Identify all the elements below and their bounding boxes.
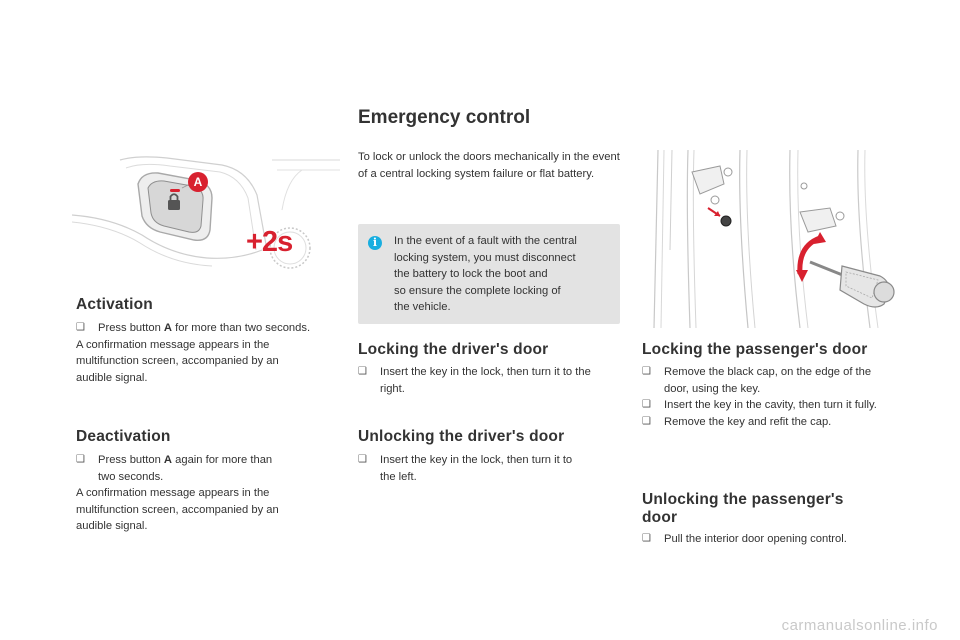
bullet-marker-icon: ❑: [642, 415, 651, 427]
door-illustration: [640, 150, 910, 328]
button-a-label: A: [193, 175, 203, 189]
info-icon: i: [368, 236, 382, 250]
activation-body: [76, 320, 341, 386]
list-item: ❑ Insert the key in the lock, then turn it to the left.: [358, 454, 573, 483]
bullet-marker-icon: ❑: [642, 399, 651, 410]
bullet-marker-icon: ❑: [76, 322, 85, 333]
deactivation-title: Deactivation: [76, 428, 171, 445]
unlocking-driver-bullets: [358, 452, 620, 485]
bullet-marker-icon: ❑: [642, 533, 651, 544]
hold-label: +2s: [246, 226, 293, 258]
activation-line: multifunction screen, accompanied by an: [76, 355, 279, 367]
info-line: the vehicle.: [394, 301, 451, 313]
unlocking-driver-title: Unlocking the driver's door: [358, 428, 565, 445]
list-item: ❑ Press button A for more than two seconds.: [76, 320, 341, 337]
locking-passenger-bullets: [642, 364, 912, 430]
list-item: ❑ Press button A again for more than two seconds.: [76, 454, 273, 483]
info-line: so ensure the complete locking of: [394, 284, 561, 297]
bullet-marker-icon: ❑: [76, 454, 85, 465]
activation-line: audible signal.: [76, 371, 148, 384]
list-item: ❑ Insert the key in the cavity, then turn it fully.: [642, 397, 912, 414]
activation-bullets: [76, 320, 341, 337]
unlocking-passenger-bullets: [642, 531, 912, 548]
bullet-marker-icon: ❑: [358, 366, 367, 377]
info-line: the battery to lock the boot and: [394, 268, 548, 280]
info-text: [394, 233, 616, 316]
hold-two-seconds-badge: [244, 222, 324, 272]
info-line: locking system, you must disconnect: [394, 251, 576, 264]
activation-title: Activation: [76, 296, 153, 313]
deactivation-line: multifunction screen, accompanied by an: [76, 503, 279, 516]
locking-driver-title: Locking the driver's door: [358, 341, 549, 358]
watermark: carmanualsonline.info: [781, 617, 938, 634]
deactivation-bullets: [76, 452, 341, 485]
list-item: ❑ Remove the key and refit the cap.: [642, 414, 912, 431]
deactivation-line: audible signal.: [76, 520, 148, 532]
emergency-intro: To lock or unlock the doors mechanically in the event of a central locking system failure or flat battery.: [358, 151, 620, 180]
button-a-ref: A: [163, 454, 173, 466]
button-a-ref: A: [163, 322, 173, 334]
list-item: ❑ Remove the black cap, on the edge of the door, using the key.: [642, 366, 872, 395]
deactivation-line: A confirmation message appears in the: [76, 487, 270, 499]
unlocking-passenger-title: Unlocking the passenger's door: [642, 491, 844, 526]
info-box: [358, 224, 620, 324]
deactivation-body: [76, 452, 341, 535]
locking-passenger-title: Locking the passenger's door: [642, 341, 868, 358]
page-title: Emergency control: [358, 107, 531, 128]
list-item: ❑ Pull the interior door opening control.: [642, 531, 912, 548]
locking-driver-bullets: [358, 364, 620, 397]
button-a-callout: [188, 172, 208, 192]
list-item: ❑ Insert the key in the lock, then turn it to the right.: [358, 366, 591, 395]
activation-line: A confirmation message appears in the: [76, 338, 270, 351]
info-line: In the event of a fault with the central: [394, 235, 577, 247]
bullet-marker-icon: ❑: [642, 366, 651, 377]
bullet-marker-icon: ❑: [358, 454, 367, 465]
